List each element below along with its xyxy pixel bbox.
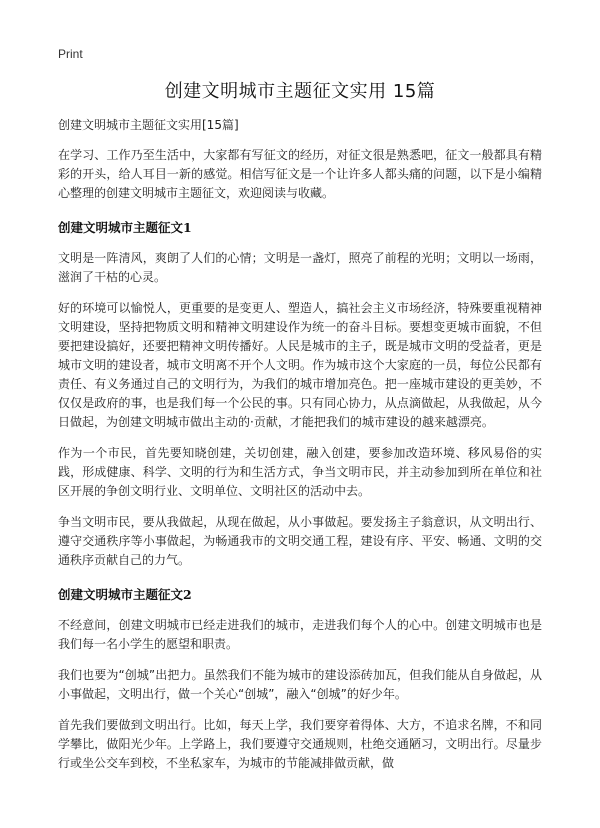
section-1-paragraph-4: 争当文明市民，要从我做起，从现在做起，从小事做起。要发扬主子翁意识，从文明出行、遵守交通秩序等小事做起，为畅通我市的文明交通工程，建设有序、平安、畅通、文明的交通秩序贡献自己的力气。 <box>58 515 542 567</box>
section-1-paragraph-1: 文明是一阵清风，爽朗了人们的心情；文明是一盏灯，照亮了前程的光明；文明以一场雨，滋润了干枯的心灵。 <box>58 251 542 284</box>
section-2-paragraph-3: 首先我们要做到文明出行。比如，每天上学，我们要穿着得体、大方，不追求名牌，不和同学攀比，做阳光少年。上学路上，我们要遵守交通规则，杜绝交通陋习，文明出行。尽量步行或坐公交车到校，不坐私家车，为城市的节能减排做贡献，做 <box>58 718 542 770</box>
article-subtitle: 创建文明城市主题征文实用[15篇] <box>58 118 239 132</box>
section-2-paragraph-2: 我们也要为“创城”出把力。虽然我们不能为城市的建设添砖加瓦，但我们能从自身做起，从小事做起，文明出行，做一个关心“创城”，融入“创城”的好少年。 <box>58 668 542 701</box>
intro-paragraph: 在学习、工作乃至生活中，大家都有写征文的经历，对征文很是熟悉吧，征文一般都具有精彩的开头，给人耳目一新的感觉。相信写征文是一个让许多人都头痛的问题，以下是小编精心整理的创建文明城市主题征文，欢迎阅读与收藏。 <box>58 148 542 200</box>
section-heading-1: 创建文明城市主题征文1 <box>58 220 192 235</box>
print-link[interactable]: Print <box>58 47 83 61</box>
article-title: 创建文明城市主题征文实用 15篇 <box>164 81 436 102</box>
section-2-paragraph-1: 不经意间，创建文明城市已经走进我们的城市，走进我们每个人的心中。创建文明城市也是我们每一名小学生的愿望和职责。 <box>58 618 542 651</box>
section-1-paragraph-2: 好的环境可以愉悦人，更重要的是变更人、塑造人，搞社会主义市场经济，特殊要重视精神文明建设，坚持把物质文明和精神文明建设作为统一的奋斗目标。要想变更城市面貌，不但要把建设搞好，还要把精神文明传播好。人民是城市的主子，既是城市文明的受益者，更是城市文明的建设者，城市文明离不开个人文明。作为城市这个大家庭的一员，每位公民都有责任、有义务通过自己的文明行为，为我们的城市增加亮色。把一座城市建设的更美妙，不仅仅是政府的事，也是我们每一个公民的事。只有同心协力，从点滴做起，从我做起，从今日做起，为创建文明城市做出主动的·贡献，才能把我们的城市建设的越来越漂亮。 <box>58 301 542 429</box>
section-1-paragraph-3: 作为一个市民，首先要知晓创建，关切创建，融入创建，要参加改造环境、移风易俗的实践，形成健康、科学、文明的行为和生活方式，争当文明市民，并主动参加到所在单位和社区开展的争创文明行业、文明单位、文明社区的活动中去。 <box>58 446 542 498</box>
section-heading-2: 创建文明城市主题征文2 <box>58 587 192 602</box>
